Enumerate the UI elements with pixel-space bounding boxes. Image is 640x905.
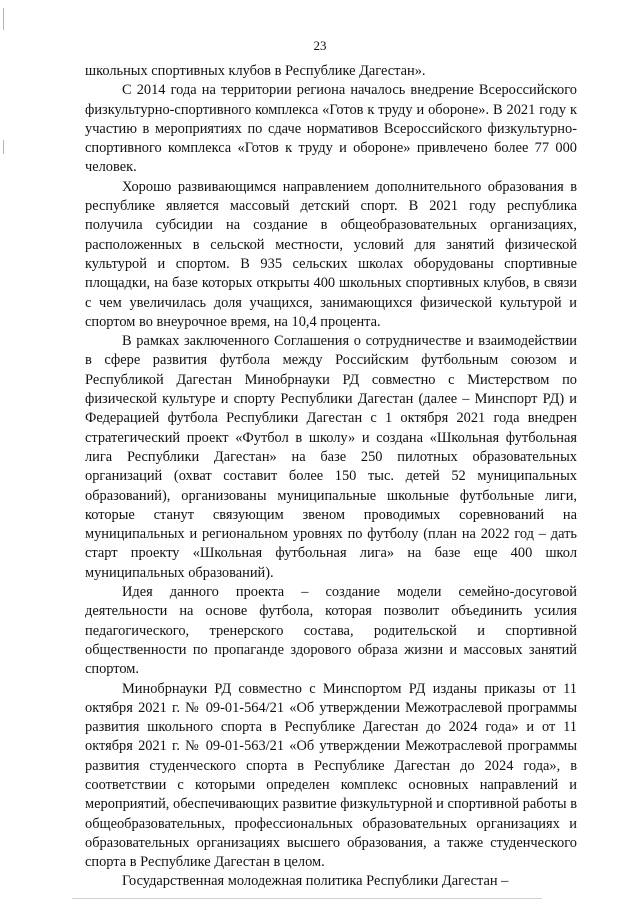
- paragraph-orders: Минобрнауки РД совместно с Минспортом РД изданы приказы от 11 октября 2021 г. № 09-01-564/21 «Об утверждении Межотраслевой программы развития школьного спорта в Республике Дагестан до 2024 года» и от 11 октября 2021 г. № 09-01-563/21 «Об утверждении Межотраслевой программы развития студенческого спорта в Республике Дагестан до 2024 года», в соответствии с которыми определен комплекс основных направлений и мероприятий, обеспечивающих развитие физкультурной и спортивной работы в общеобразовательных, профессиональных образовательных организациях и образовательных организациях высшего образования, а также студенческого спорта в Республике Дагестан в целом.: [85, 680, 577, 871]
- paragraph-football-agreement: В рамках заключенного Соглашения о сотрудничестве и взаимодействии в сфере развития футбола между Российским футбольным союзом и Республикой Дагестан Минобрнауки РД совместно с Мистерством по физической культуре и спорту Республики Дагестан (далее – Минспорт РД) и Федерацией футбола Республики Дагестан с 1 октября 2021 года внедрен стратегический проект «Футбол в школу» и создана «Школьная футбольная лига Республики Дагестан» на базе 250 пилотных образовательных организаций (охват составит более 150 тыс. детей 52 муниципальных образований), организованы муниципальные школьные футбольные лиги, которые станут связующим звеном проводимых соревнований на муниципальных и региональном уровнях по футболу (план на 2022 год – дать старт проекту «Школьная футбольная лига» на базе еще 400 школ муниципальных образований).: [85, 333, 577, 581]
- paragraph-project-idea: Идея данного проекта – создание модели семейно-досуговой деятельности на основе футбола, которая позволит объединить усилия педагогического, тренерского состава, родительской и спортивной общественности по пропаганде здорового образа жизни и массовых занятий спортом.: [85, 584, 577, 678]
- paragraph-continuation: школьных спортивных клубов в Республике Дагестан».: [85, 63, 426, 79]
- paragraph-gto-complex: С 2014 года на территории региона началось внедрение Всероссийского физкультурно-спортивного комплекса «Готов к труду и обороне». В 2021 году к участию в мероприятиях по сдаче нормативов Всероссийского физкультурно-спортивного комплекса «Готов к труду и обороне» привлечено более 77 000 человек.: [85, 82, 577, 176]
- document-body: [85, 62, 577, 892]
- paragraph-youth-policy: Государственная молодежная политика Республики Дагестан –: [122, 873, 509, 890]
- scan-edge-mark: [3, 8, 4, 30]
- scan-edge-mark: [3, 140, 4, 154]
- bottom-divider: [72, 898, 542, 899]
- paragraph-children-sport: Хорошо развивающимся направлением дополнительного образования в республике является массовый детский спорт. В 2021 году республика получила субсидии на создание в общеобразовательных организациях, расположенных в сельской местности, условий для занятий физической культурой и спортом. В 935 сельских школах оборудованы спортивные площадки, на базе которых открыты 400 школьных спортивных клубов, в связи с чем увеличилась доля учащихся, занимающихся физической культурой и спортом во внеурочное время, на 10,4 процента.: [85, 178, 577, 330]
- page-number: 23: [313, 38, 327, 53]
